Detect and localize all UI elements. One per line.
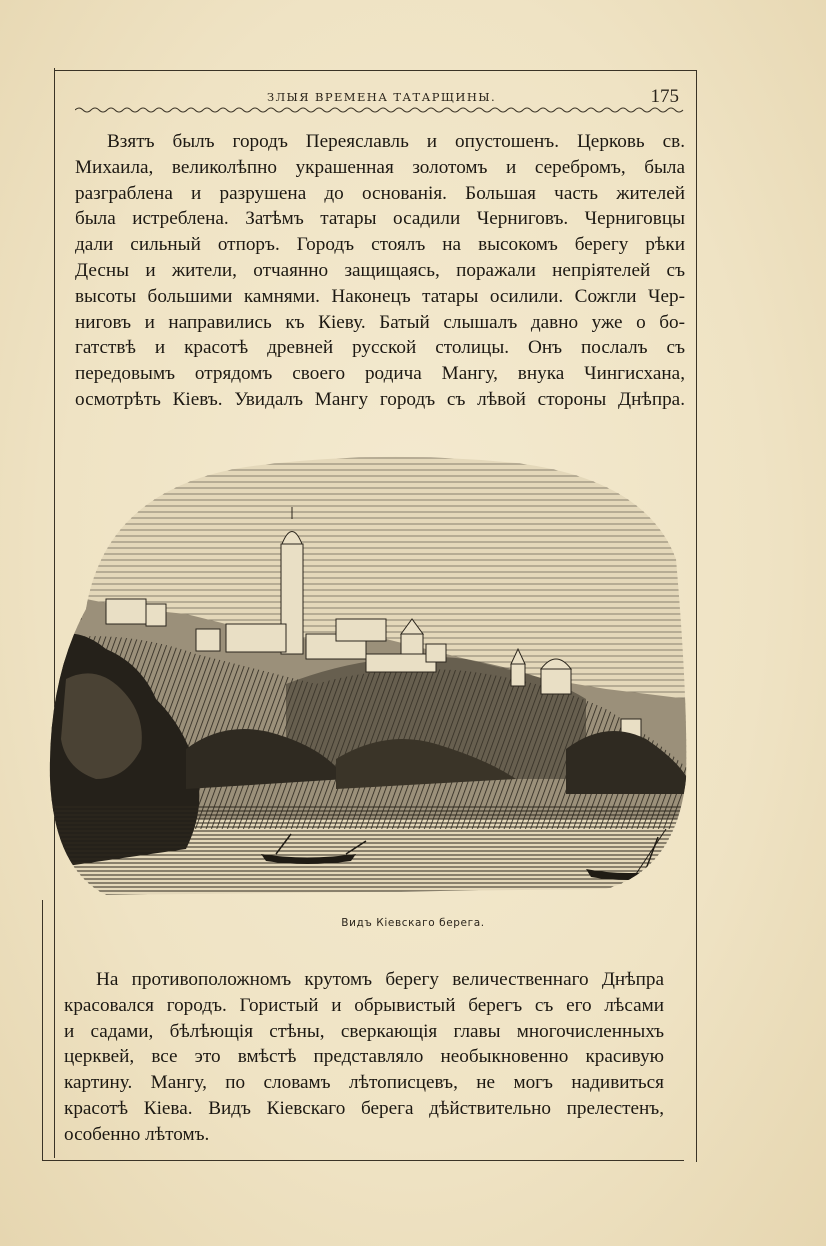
text-line: ниговъ и направились къ Кіеву. Батый слышалъ давно уже о бо-: [75, 311, 685, 333]
text-line: красовался городъ. Гористый и обрывистый берегъ съ его лѣсами: [64, 994, 664, 1016]
paragraph-2: [64, 967, 664, 1148]
text-line: гатствѣ и красотѣ древней русской столицы. Онъ послалъ съ: [75, 337, 685, 359]
text-line: передовымъ отрядомъ своего родича Мангу, внука Чингисхана,: [75, 363, 685, 385]
frame-top-line: [54, 70, 696, 71]
frame-bottom-line: [42, 1160, 684, 1161]
text-line: высоты большими камнями. Наконецъ татары осилили. Сожгли Чер-: [75, 285, 685, 307]
text-line: и садами, бѣлѣющія стѣны, сверкающія главы многочисленныхъ: [64, 1020, 664, 1042]
kiev-shore-engraving: [46, 449, 688, 901]
text-line: была истреблена. Затѣмъ татары осадили Черниговъ. Черниговцы: [75, 208, 685, 230]
text-line: особенно лѣтомъ.: [64, 1123, 210, 1145]
page-number: 175: [650, 86, 679, 107]
text-line: Десны и жители, отчаянно защищаясь, поражали непріятелей съ: [75, 259, 685, 281]
running-title: ЗЛЫЯ ВРЕМЕНА ТАТАРЩИНЫ.: [267, 90, 497, 104]
decorative-wavy-rule: [75, 104, 685, 116]
frame-left-lower-line: [42, 900, 43, 1160]
illustration-caption: Видъ Кіевскаго берега.: [341, 917, 485, 929]
text-line: разграблена и разрушена до основанія. Большая часть жителей: [75, 182, 685, 204]
text-line: На противоположномъ крутомъ берегу величественнаго Днѣпра: [96, 969, 664, 990]
text-line: дали сильный отпоръ. Городъ стоялъ на высокомъ берегу рѣки: [75, 234, 685, 256]
text-line: картину. Мангу, по словамъ лѣтописцевъ, не могъ надивиться: [64, 1072, 664, 1094]
text-line: Михаила, великолѣпно украшенная золотомъ и серебромъ, была: [75, 156, 685, 178]
text-line: церквей, все это вмѣстѣ представляло необыкновенно красивую: [64, 1046, 664, 1068]
frame-right-line: [696, 70, 697, 1162]
text-line: Взятъ былъ городъ Переяславль и опустошенъ. Церковь св.: [107, 131, 685, 152]
paragraph-1: [75, 129, 685, 413]
text-line: красотѣ Кіева. Видъ Кіевскаго берега дѣйствительно прелестенъ,: [64, 1097, 664, 1119]
text-line: осмотрѣть Кіевъ. Увидалъ Мангу городъ съ лѣвой стороны Днѣпра.: [75, 388, 685, 410]
